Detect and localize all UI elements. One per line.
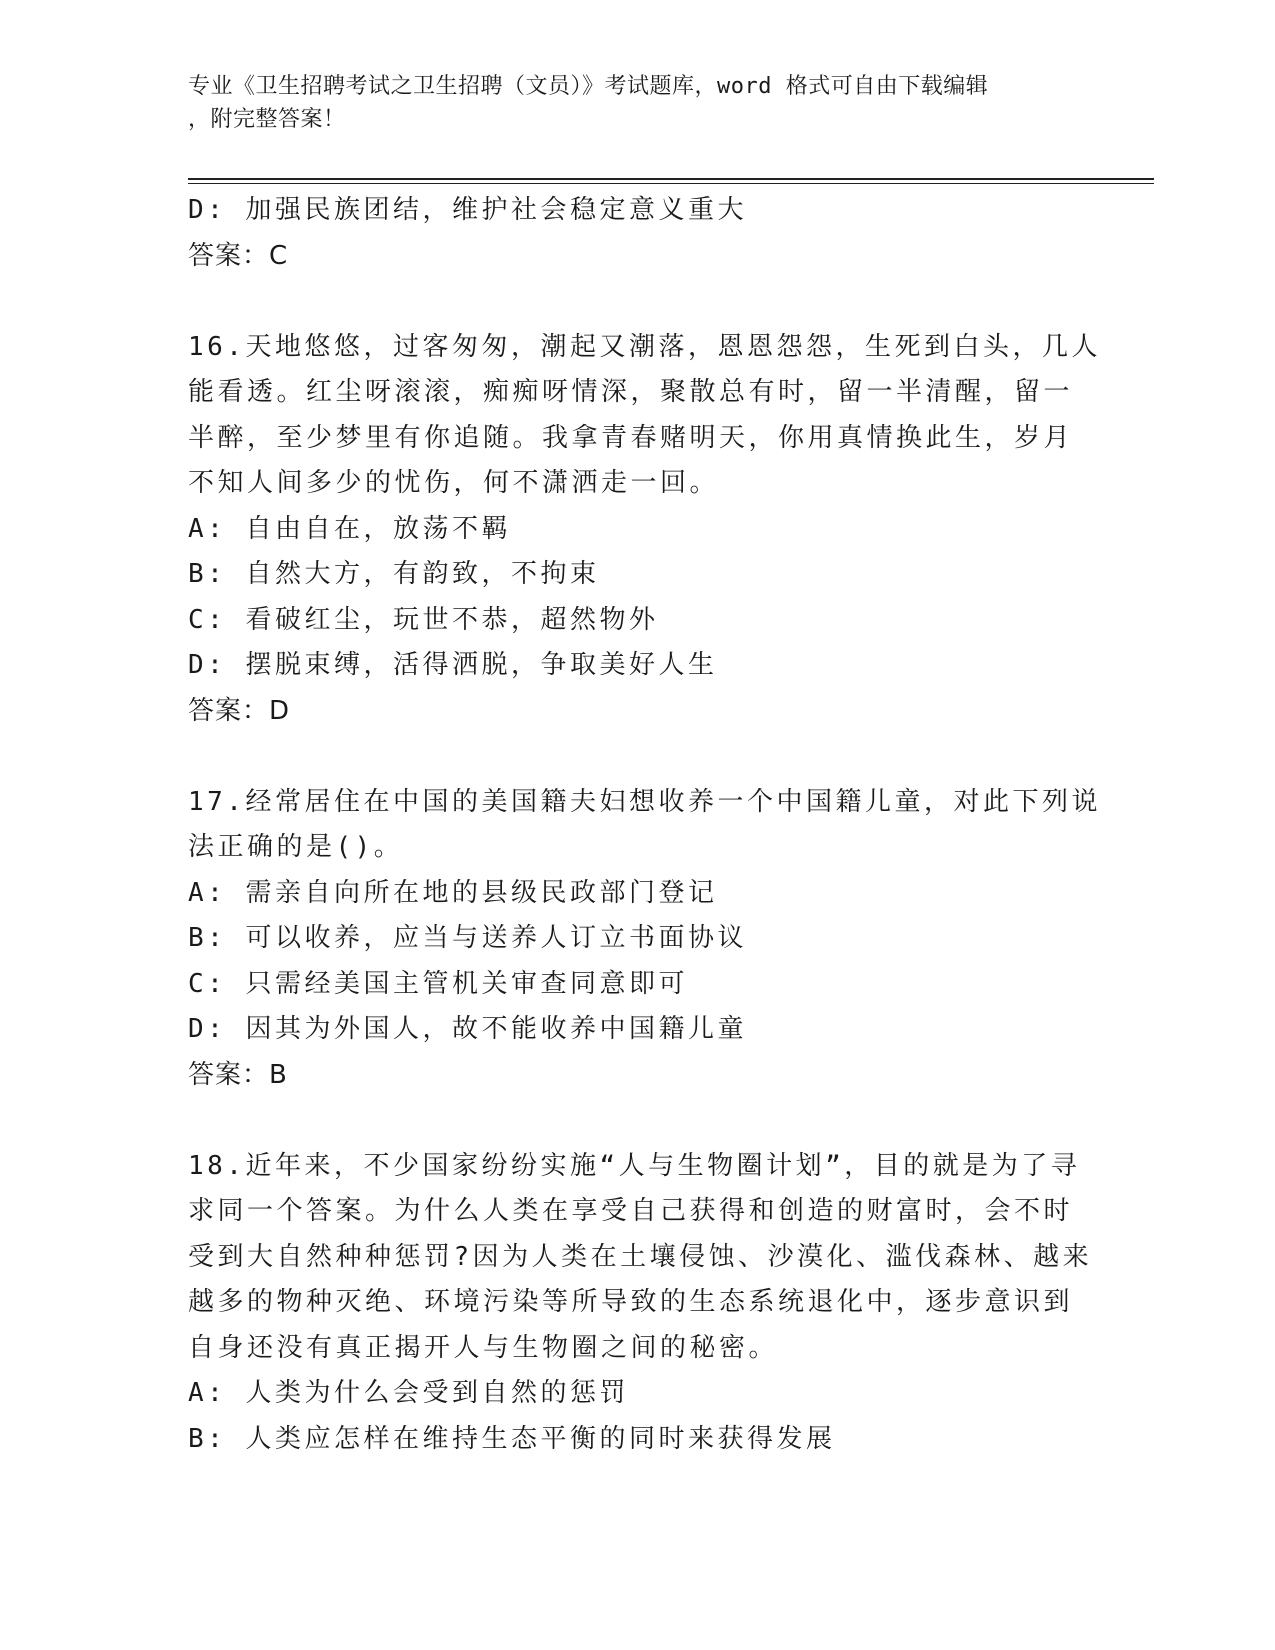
option-a: A: 需亲自向所在地的县级民政部门登记 [188,877,718,908]
question-stem-line: 17.经常居住在中国的美国籍夫妇想收养一个中国籍儿童，对此下列说 [188,786,1101,817]
question-stem-line: 18.近年来，不少国家纷纷实施“人与生物圈计划”，目的就是为了寻 [188,1150,1081,1181]
header-rule-thick [188,178,1154,180]
header-title-line-1: 专业《卫生招聘考试之卫生招聘（文员）》考试题库，word 格式可自由下载编辑 [188,74,989,99]
question-stem-line: 求同一个答案。为什么人类在享受自己获得和创造的财富时，会不时 [188,1196,1074,1226]
answer-line: 答案：B [188,1059,288,1090]
option-a: A: 人类为什么会受到自然的惩罚 [188,1378,629,1408]
question-stem-line: 能看透。红尘呀滚滚，痴痴呀情深，聚散总有时，留一半清醒，留一 [188,377,1074,407]
header-title-line-2: ，附完整答案！ [188,107,346,132]
question-18 [188,1144,1093,1463]
question-stem-line: 16.天地悠悠，过客匆匆，潮起又潮落，恩恩怨怨，生死到白头，几人 [188,331,1101,362]
question-stem-line: 越多的物种灭绝、环境污染等所导致的生态系统退化中，逐步意识到 [188,1287,1074,1317]
header-rule-thin [188,183,1154,184]
option-b: B: 人类应怎样在维持生态平衡的同时来获得发展 [188,1423,836,1454]
spacer [188,1098,1088,1144]
question-15 [188,188,1088,279]
spacer [188,279,1088,325]
option-c: C: 看破红尘，玩世不恭，超然物外 [188,604,659,635]
option-b: B: 自然大方，有韵致，不拘束 [188,559,600,589]
option-c: C: 只需经美国主管机关审查同意即可 [188,968,688,999]
question-stem-line: 受到大自然种种惩罚?因为人类在土壤侵蚀、沙漠化、滥伐森林、越来 [188,1241,1093,1272]
answer-line: 答案：C [188,240,289,271]
question-17 [188,780,1101,1099]
option-d: D: 因其为外国人，故不能收养中国籍儿童 [188,1014,747,1044]
question-stem-line: 自身还没有真正揭开人与生物圈之间的秘密。 [188,1332,779,1363]
answer-line: 答案：D [188,695,291,726]
question-stem-line: 不知人间多少的忧伤，何不潇洒走一回。 [188,468,720,498]
question-content [188,188,1101,1462]
spacer [188,734,1088,780]
option-b: B: 可以收养，应当与送养人订立书面协议 [188,923,747,953]
question-stem-line: 半醉，至少梦里有你追随。我拿青春赌明天，你用真情换此生，岁月 [188,422,1074,453]
option-d: D: 加强民族团结，维护社会稳定意义重大 [188,195,747,225]
question-16 [188,325,1101,735]
option-a: A: 自由自在，放荡不羁 [188,513,511,544]
option-d: D: 摆脱束缚，活得洒脱，争取美好人生 [188,650,718,680]
page-header [188,70,1068,136]
question-stem-line: 法正确的是()。 [188,832,404,862]
